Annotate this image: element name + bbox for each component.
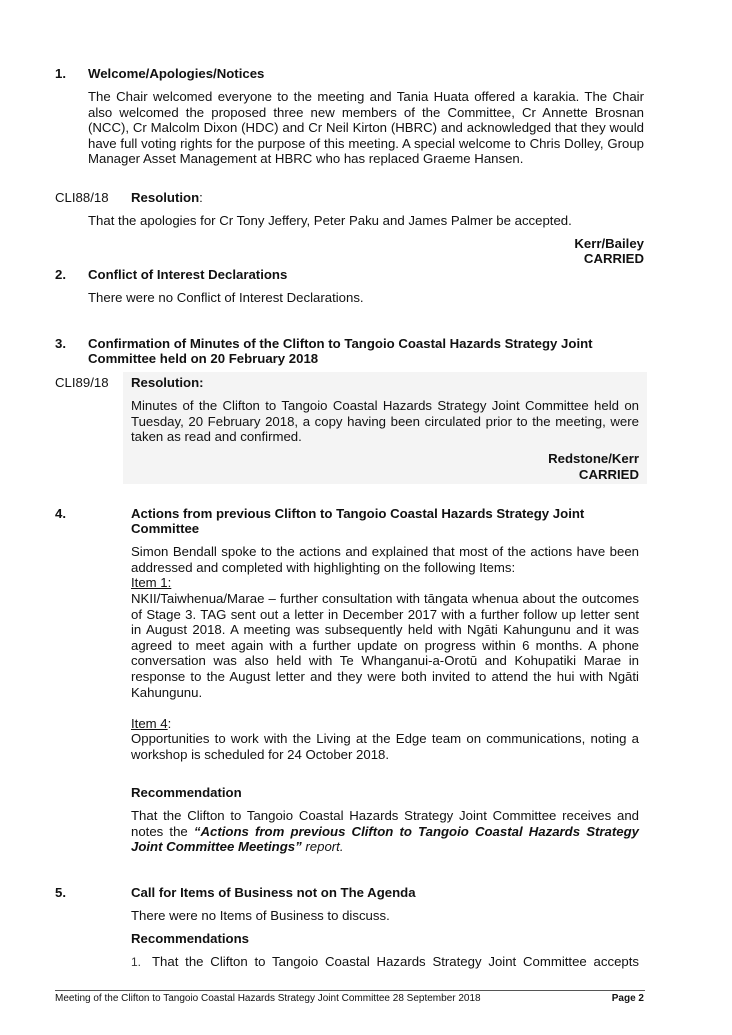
resolution-code-cli89: CLI89/18	[55, 375, 109, 390]
movers-1: Kerr/Bailey	[574, 236, 644, 251]
section-1-body: The Chair welcomed everyone to the meeting and Tania Huata offered a karakia. The Chair also welcomed the proposed three new members of the Committee, Cr Annette Brosnan (NCC), Cr Malcolm Dixon (HDC) and Cr Neil Kirton (HBRC) and acknowledged that they would have full voting rights for the purpose of this meeting. A special welcome to Chris Dolley, Group Manager Asset Management at HBRC who has replaced Graeme Hansen.	[88, 89, 644, 167]
resolution-heading-1: Resolution:	[131, 190, 203, 205]
resolution-text-1: That the apologies for Cr Tony Jeffery, Peter Paku and James Palmer be accepted.	[88, 213, 572, 228]
section-4-number: 4.	[55, 506, 66, 521]
recommendation-text: That the Clifton to Tangoio Coastal Hazards Strategy Joint Committee receives and notes the “Actions from previous Clifton to Tangoio Coastal Hazards Strategy Joint Committee Meetings” report.	[131, 808, 639, 855]
section-3-title-line2: Committee held on 20 February 2018	[88, 351, 319, 366]
carried-2: CARRIED	[578, 467, 639, 482]
section-2-number: 2.	[55, 267, 66, 282]
section-2-title: Conflict of Interest Declarations	[88, 267, 288, 282]
section-2-body: There were no Conflict of Interest Declarations.	[88, 290, 364, 305]
carried-1: CARRIED	[583, 251, 644, 266]
item-1-label: Item 1:	[131, 575, 172, 590]
footer-meeting-title: Meeting of the Clifton to Tangoio Coastal Hazards Strategy Joint Committee 28 September 2018	[55, 993, 481, 1004]
item-4-text: Opportunities to work with the Living at the Edge team on communications, noting a workshop is scheduled for 24 October 2018.	[131, 731, 639, 762]
section-4-title-line1: Actions from previous Clifton to Tangoio Coastal Hazards Strategy Joint	[131, 506, 585, 521]
section-3-title-line1: Confirmation of Minutes of the Clifton to Tangoio Coastal Hazards Strategy Joint	[88, 336, 593, 351]
item-4-label: Item 4:	[131, 716, 172, 731]
section-1-title: Welcome/Apologies/Notices	[88, 66, 265, 81]
section-5-body: There were no Items of Business to discuss.	[131, 908, 390, 923]
section-5-number: 5.	[55, 885, 66, 900]
section-1-number: 1.	[55, 66, 66, 81]
resolution-text-2: Minutes of the Clifton to Tangoio Coastal Hazards Strategy Joint Committee held on Tuesday, 20 February 2018, a copy having been circulated prior to the meeting, were taken as read and confirmed.	[131, 398, 639, 445]
section-5-title: Call for Items of Business not on The Agenda	[131, 885, 416, 900]
movers-2: Redstone/Kerr	[548, 451, 639, 466]
recommendations-heading: Recommendations	[131, 931, 249, 946]
footer-page-number: Page 2	[611, 993, 644, 1004]
resolution-code-cli88: CLI88/18	[55, 190, 109, 205]
section-4-title-line2: Committee	[131, 521, 200, 536]
list-item-1-text: That the Clifton to Tangoio Coastal Hazards Strategy Joint Committee accepts	[152, 954, 639, 969]
footer-divider	[55, 990, 645, 991]
section-3-number: 3.	[55, 336, 66, 351]
list-number-1: 1.	[131, 955, 142, 969]
resolution-heading-2: Resolution:	[131, 375, 204, 390]
item-1-text: NKII/Taiwhenua/Marae – further consultation with tāngata whenua about the outcomes of Stage 3. TAG sent out a letter in December 2017 with a further follow up letter sent in August 2018. A meeting was subsequently held with Ngāti Kahungunu and it was agreed to meet again with a further update on progress within 6 months. A phone conversation was also held with Te Whanganui-a-Orotū and Kohupatiki Marae in response to the August letter and they were both invited to attend the hui with Ngāti Kahungunu.	[131, 591, 639, 700]
section-4-intro: Simon Bendall spoke to the actions and explained that most of the actions have been addressed and completed with highlighting on the following Items:	[131, 544, 639, 575]
recommendation-heading: Recommendation	[131, 785, 242, 800]
